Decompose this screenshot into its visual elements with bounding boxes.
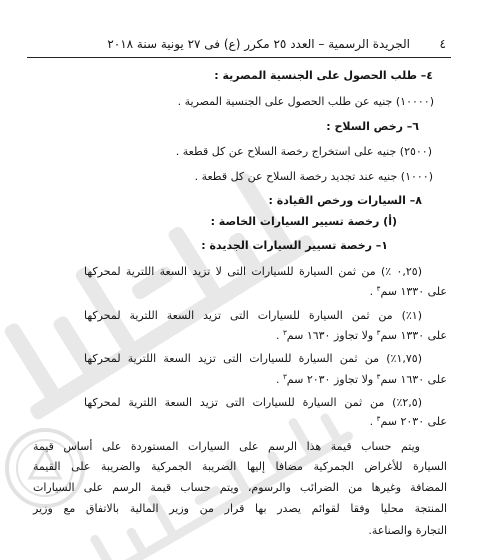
note-line: المنتجة محليا وفقا لقوائم يصدر بها قرار من وزير المالية بالاتفاق مع وزير [33, 502, 447, 515]
range-text: ولا تجاوز ١٦٣٠ سم [286, 329, 377, 342]
range-line [370, 414, 447, 430]
section-heading-nationality: ٤– طلب الحصول على الجنسية المصرية : [214, 69, 433, 82]
superscript-cube: ٣ [376, 373, 381, 381]
superscript-cube: ٣ [376, 329, 381, 337]
header-title: الجريدة الرسمية – العدد ٢٥ مكرر (ع) فى ٢٧ يونية سنة ٢٠١٨ [107, 37, 410, 51]
header-page-number: ٤ [439, 37, 446, 51]
superscript-cube: ٣ [283, 329, 287, 337]
range-line [276, 372, 447, 388]
range-text: على ١٣٣٠ سم [380, 329, 447, 342]
rate-line: (٠,٢٥ ٪) من ثمن السيارة للسيارات التى لا تزيد السعة اللترية لمحركها [84, 265, 422, 278]
private-license-heading: (أ) رخصة تسيير السيارات الخاصة : [210, 215, 397, 228]
note-line: السيارة للأغراض الجمركية مضافا إليها الضريبة الجمركية والضريبة على القيمة [33, 460, 447, 473]
new-cars-heading: ١– رخصة تسيير السيارات الجديدة : [201, 239, 388, 252]
range-line [276, 328, 447, 344]
range-text: . [276, 373, 283, 386]
note-line: المضافة وغيرها من الضرائب والرسوم، ويتم حساب قيمة الرسم على السيارات [33, 481, 447, 494]
rate-line: (٢,٥٪) من ثمن السيارة للسيارات التى تزيد السعة اللترية لمحركها [84, 396, 422, 409]
nationality-fee-line: (١٠٠٠٠) جنيه عن طلب الحصول على الجنسية المصرية . [177, 95, 434, 108]
range-text: ولا تجاوز ٢٠٣٠ سم [286, 373, 377, 386]
superscript-cube: ٣ [283, 373, 287, 381]
note-line: ويتم حساب قيمة هذا الرسم على السيارات المستوردة على أساس قيمة [33, 440, 420, 453]
range-text: على ٢٠٣٠ سم [380, 415, 447, 428]
superscript-cube: ٣ [376, 415, 381, 423]
section-heading-vehicles: ٨– السيارات ورخص القيادة : [268, 194, 422, 207]
range-text: على ١٦٣٠ سم [380, 373, 447, 386]
section-heading-weapons: ٦– رخص السلاح : [326, 120, 419, 133]
rate-line: (١,٧٥٪) من ثمن السيارة للسيارات التى تزيد السعة اللترية لمحركها [84, 352, 422, 365]
header-rule [27, 57, 451, 58]
note-line: التجارة والصناعة. [368, 524, 447, 537]
rate-line: (١٪) من ثمن السيارة للسيارات التى تزيد السعة اللترية لمحركها [84, 309, 422, 322]
superscript-cube: ٣ [376, 285, 381, 293]
range-text: . [276, 329, 283, 342]
range-text: . [369, 415, 377, 428]
range-line [370, 284, 447, 300]
range-text: . [369, 285, 377, 298]
weapons-fee-renewal-line: (١٠٠٠) جنيه عند تجديد رخصة السلاح عن كل قطعة . [194, 170, 433, 183]
weapons-fee-issue-line: (٢٥٠٠) جنيه على استخراج رخصة السلاح عن كل قطعة . [175, 145, 432, 158]
range-text: على ١٣٣٠ سم [380, 285, 447, 298]
